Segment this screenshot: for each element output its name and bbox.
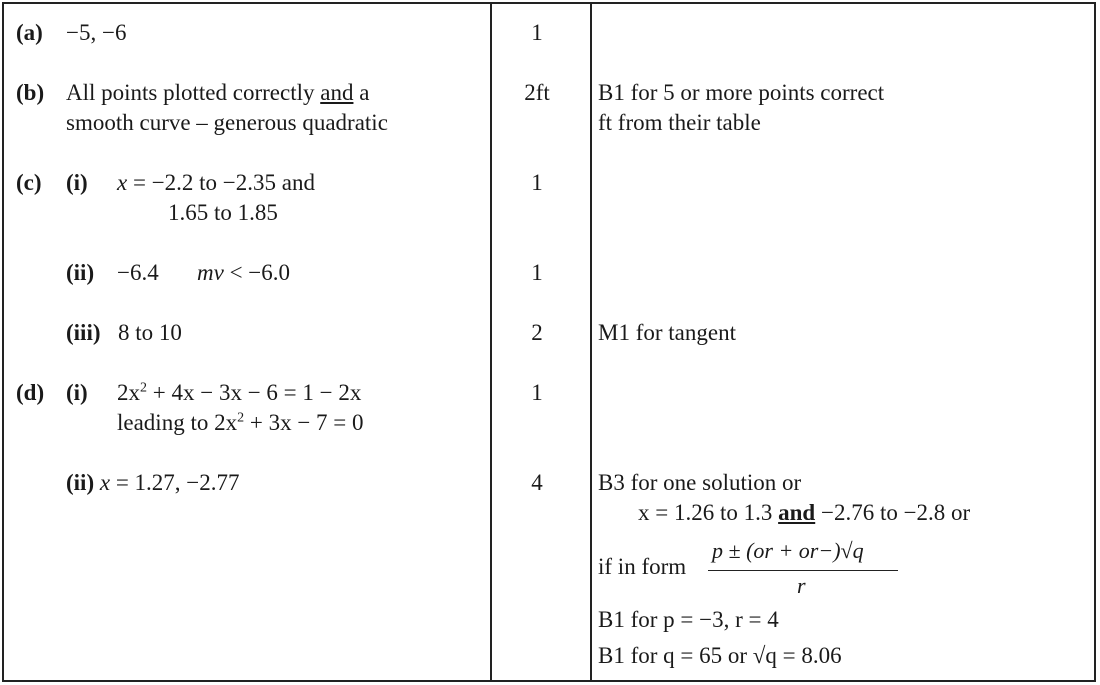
part-c-iii-answer: 8 to 10 — [118, 320, 182, 345]
part-c-ii-label: (ii) — [66, 260, 95, 285]
part-a-label: (a) — [16, 20, 43, 45]
part-b-answer-line1: All points plotted correctly and a — [66, 80, 370, 105]
part-c-ii-range: mv < −6.0 — [197, 260, 291, 285]
formula-denominator: r — [797, 573, 806, 598]
part-d-ii-form-label: if in form — [598, 554, 687, 579]
part-c-iii-notes: M1 for tangent — [598, 320, 736, 345]
part-c-iii-label: (iii) — [66, 320, 101, 345]
part-a-answer: −5, −6 — [66, 20, 127, 45]
part-b-notes-line1: B1 for 5 or more points correct — [598, 80, 885, 105]
part-d-ii-notes-b1-p: B1 for p = −3, r = 4 — [598, 607, 779, 632]
part-d-ii-notes-b1-q: B1 for q = 65 or √q = 8.06 — [598, 643, 842, 668]
part-d-i-equation-line1: $2x^2 + 4x - 3x - 6 = 1 - 2x$ — [117, 380, 362, 405]
part-d-ii-mark: 4 — [531, 470, 543, 495]
part-d-i-equation-line2: leading to $2x^2 + 3x - 7 = 0$ — [117, 410, 364, 435]
part-d-i-label: (i) — [66, 380, 88, 405]
part-c-i-label: (i) — [66, 170, 88, 195]
part-b-notes-line2: ft from their table — [598, 110, 761, 135]
part-d-i-mark: 1 — [531, 380, 543, 405]
fraction-bar — [708, 570, 898, 571]
part-c-i-answer-line2: 1.65 to 1.85 — [168, 200, 278, 225]
part-b-label: (b) — [16, 80, 45, 105]
column-divider-mark — [590, 4, 592, 680]
part-c-i-mark: 1 — [531, 170, 543, 195]
part-c-label: (c) — [16, 170, 42, 195]
and-bold-underlined: and — [778, 500, 816, 525]
part-d-ii-notes-line1: B3 for one solution or — [598, 470, 802, 495]
and-underlined: and — [320, 80, 354, 105]
formula-numerator: p ± (or + or−)√q — [712, 538, 864, 563]
part-b-mark: 2ft — [524, 80, 550, 105]
part-b-answer-line2: smooth curve – generous quadratic — [66, 110, 388, 135]
part-c-ii-answer: −6.4 — [117, 260, 159, 285]
column-divider-answer — [490, 4, 492, 680]
part-c-iii-mark: 2 — [531, 320, 543, 345]
part-c-i-answer-line1: x = −2.2 to −2.35 and — [117, 170, 315, 195]
part-c-ii-mark: 1 — [531, 260, 543, 285]
part-d-ii-label: (ii) — [66, 470, 95, 495]
part-d-ii-notes-line2: x = 1.26 to 1.3 and −2.76 to −2.8 or — [638, 500, 971, 525]
part-a-mark: 1 — [531, 20, 543, 45]
part-d-ii-answer: (ii) x = 1.27, −2.77 — [66, 470, 240, 495]
part-d-label: (d) — [16, 380, 45, 405]
